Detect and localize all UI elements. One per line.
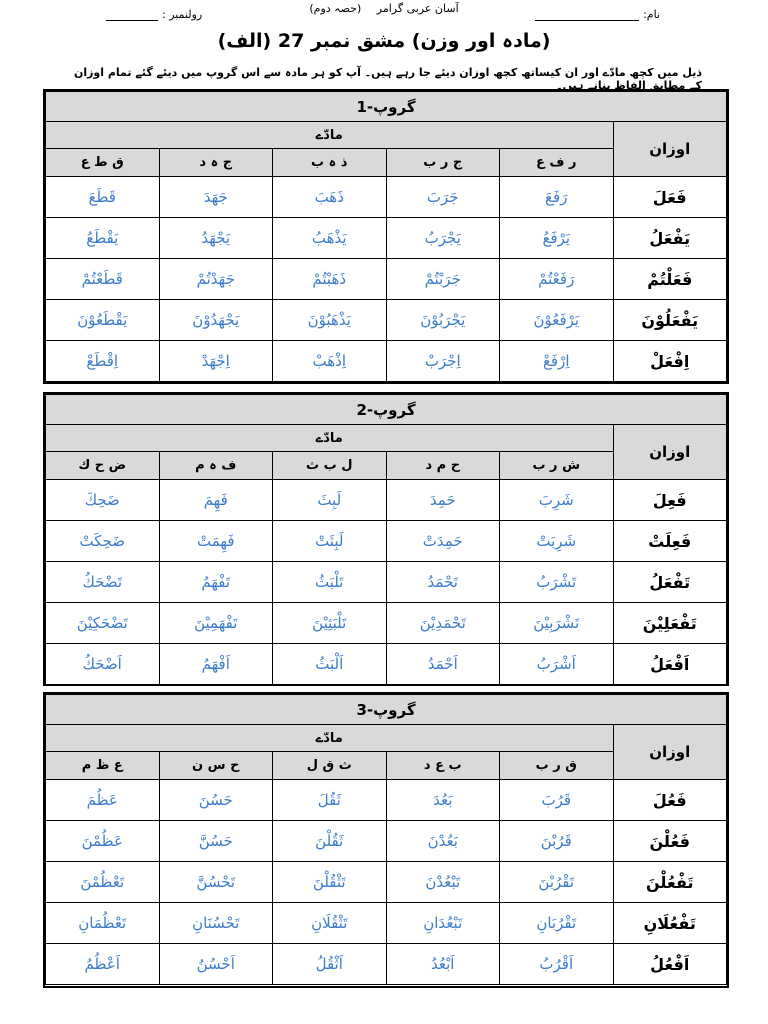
roll-number-label: رولنمبر : — [162, 8, 203, 21]
group-title: گروپ-1 — [46, 92, 727, 122]
table-row — [46, 300, 727, 341]
word-cell: تَحْمَدِيْنَ — [386, 603, 500, 644]
word-cell: اَلْبَثُ — [273, 644, 387, 685]
word-cell: لَبِثَ — [273, 480, 387, 521]
pattern-cell: فَعُلَ — [613, 780, 727, 821]
word-cell: بَعُدَ — [386, 780, 500, 821]
table-row — [46, 341, 727, 382]
table-row — [46, 903, 727, 944]
pattern-cell: يَفْعَلُ — [613, 218, 727, 259]
word-cell: ضَحِكَ — [46, 480, 160, 521]
table-row — [46, 259, 727, 300]
column-header-row — [46, 122, 727, 149]
table-row — [46, 944, 727, 985]
word-cell: تَبْعُدَانِ — [386, 903, 500, 944]
word-cell: تَلْبَثُ — [273, 562, 387, 603]
word-cell: يَقْطَعُ — [46, 218, 160, 259]
word-cell: حَمِدَ — [386, 480, 500, 521]
madde-header: مادّے — [46, 122, 614, 149]
pattern-cell: فَعِلَ — [613, 480, 727, 521]
word-cell: رَفَعَ — [500, 177, 614, 218]
group-title: گروپ-3 — [46, 695, 727, 725]
root-header: ب ع د — [386, 752, 500, 780]
pattern-cell: تَفْعُلْنَ — [613, 862, 727, 903]
table-row — [46, 521, 727, 562]
word-cell: يَقْطَعُوْنَ — [46, 300, 160, 341]
root-header: ج ر ب — [386, 149, 500, 177]
pattern-cell: فَعَلْتُمْ — [613, 259, 727, 300]
table-row — [46, 603, 727, 644]
group-table — [45, 394, 727, 685]
word-cell: اِقْطَعْ — [46, 341, 160, 382]
word-cell: ذَهَبَ — [273, 177, 387, 218]
word-cell: فَهِمَ — [159, 480, 273, 521]
word-cell: تَحْسُنَانِ — [159, 903, 273, 944]
table-row — [46, 644, 727, 685]
word-cell: قَطَعْتُمْ — [46, 259, 160, 300]
root-header: ش ر ب — [500, 452, 614, 480]
word-cell: ضَحِكَتْ — [46, 521, 160, 562]
word-cell: تَلْبَثِيْنَ — [273, 603, 387, 644]
word-cell: لَبِثَتْ — [273, 521, 387, 562]
word-cell: تَفْهَمِيْنَ — [159, 603, 273, 644]
word-cell: تَضْحَكُ — [46, 562, 160, 603]
table-row — [46, 862, 727, 903]
pattern-cell: يَفْعَلُوْنَ — [613, 300, 727, 341]
word-cell: تَقْرُبَانِ — [500, 903, 614, 944]
word-cell: اَعْظُمُ — [46, 944, 160, 985]
pattern-cell: اِفْعَلْ — [613, 341, 727, 382]
word-cell: اَقْرُبُ — [500, 944, 614, 985]
book-title: آسان عربی گرامر — [376, 2, 459, 15]
word-cell: اِجْهَدْ — [159, 341, 273, 382]
root-header: ع ظ م — [46, 752, 160, 780]
root-header: ق ر ب — [500, 752, 614, 780]
word-cell: عَظُمَ — [46, 780, 160, 821]
madde-header: مادّے — [46, 725, 614, 752]
root-header: ل ب ث — [273, 452, 387, 480]
group-3-table — [43, 692, 729, 988]
word-cell: ثَقُلَ — [273, 780, 387, 821]
roll-number-blank-line[interactable] — [106, 10, 158, 21]
root-header: ق ط ع — [46, 149, 160, 177]
word-cell: جَهَدْتُمْ — [159, 259, 273, 300]
pattern-cell: فَعُلْنَ — [613, 821, 727, 862]
word-cell: تَفْهَمُ — [159, 562, 273, 603]
word-cell: تَشْرَبُ — [500, 562, 614, 603]
word-cell: تَثْقُلَانِ — [273, 903, 387, 944]
instructions: ذیل میں کچھ مادّے اور ان کیساتھ کچھ اوزان دیئے جا رہے ہیں۔ آپ کو ہر مادہ سے اس گروپ میں دیئے گئے تمام اوزان کے مطابق الفاظ بنانے ہیں۔ — [73, 66, 702, 92]
word-cell: ذَهَبْتُمْ — [273, 259, 387, 300]
word-cell: يَذْهَبُوْنَ — [273, 300, 387, 341]
awzan-header: اوزان — [613, 725, 727, 780]
word-cell: يَجْهَدُ — [159, 218, 273, 259]
word-cell: حَسُنَّ — [159, 821, 273, 862]
worksheet-header — [0, 0, 768, 90]
word-cell: تَبْعُدْنَ — [386, 862, 500, 903]
word-cell: تَحْسُنَّ — [159, 862, 273, 903]
word-cell: يَرْفَعُ — [500, 218, 614, 259]
group-title-row — [46, 395, 727, 425]
pattern-cell: فَعِلَتْ — [613, 521, 727, 562]
group-2-table — [43, 392, 729, 686]
word-cell: اَضْحَكُ — [46, 644, 160, 685]
table-row — [46, 218, 727, 259]
name-label: نام: — [643, 8, 660, 21]
word-cell: جَرَبْتُمْ — [386, 259, 500, 300]
root-header: ح س ن — [159, 752, 273, 780]
word-cell: قَرُبْنَ — [500, 821, 614, 862]
root-header: ذ ہ ب — [273, 149, 387, 177]
word-cell: ثَقُلْنَ — [273, 821, 387, 862]
word-cell: تَعْظُمْنَ — [46, 862, 160, 903]
root-header: ر ف ع — [500, 149, 614, 177]
group-table — [45, 91, 727, 382]
root-header: ف ہ م — [159, 452, 273, 480]
group-1-table — [43, 89, 729, 384]
word-cell: شَرِبَ — [500, 480, 614, 521]
word-cell: بَعُدْنَ — [386, 821, 500, 862]
word-cell: جَهَدَ — [159, 177, 273, 218]
table-row — [46, 562, 727, 603]
group-title-row — [46, 695, 727, 725]
word-cell: حَمِدَتْ — [386, 521, 500, 562]
column-header-row — [46, 425, 727, 452]
root-header: ج ہ د — [159, 149, 273, 177]
book-part: (حصہ دوم) — [309, 2, 362, 15]
word-cell: جَرَبَ — [386, 177, 500, 218]
table-row — [46, 821, 727, 862]
pattern-cell: فَعَلَ — [613, 177, 727, 218]
root-header: ث ق ل — [273, 752, 387, 780]
root-header: ح م د — [386, 452, 500, 480]
word-cell: يَجْهَدُوْنَ — [159, 300, 273, 341]
word-cell: قَرُبَ — [500, 780, 614, 821]
table-row — [46, 780, 727, 821]
word-cell: تَحْمَدُ — [386, 562, 500, 603]
table-row — [46, 177, 727, 218]
name-blank-line[interactable] — [535, 10, 639, 21]
awzan-header: اوزان — [613, 122, 727, 177]
root-header: ض ح ك — [46, 452, 160, 480]
word-cell: يَجْرَبُوْنَ — [386, 300, 500, 341]
word-cell: فَهِمَتْ — [159, 521, 273, 562]
pattern-cell: اَفْعُلُ — [613, 944, 727, 985]
table-row — [46, 480, 727, 521]
word-cell: تَعْظُمَانِ — [46, 903, 160, 944]
column-header-row — [46, 725, 727, 752]
word-cell: تَضْحَكِيْنَ — [46, 603, 160, 644]
worksheet-title: (مادہ اور وزن) مشق نمبر 27 (الف) — [217, 30, 551, 52]
group-title-row — [46, 92, 727, 122]
word-cell: اِرْفَعْ — [500, 341, 614, 382]
word-cell: يَرْفَعُوْنَ — [500, 300, 614, 341]
word-cell: اَشْرَبُ — [500, 644, 614, 685]
word-cell: يَذْهَبُ — [273, 218, 387, 259]
name-field[interactable] — [535, 8, 660, 21]
word-cell: يَجْرَبُ — [386, 218, 500, 259]
word-cell: اِجْرَبْ — [386, 341, 500, 382]
word-cell: قَطَعَ — [46, 177, 160, 218]
word-cell: اَفْهَمُ — [159, 644, 273, 685]
word-cell: تَثْقُلْنَ — [273, 862, 387, 903]
word-cell: اَثْقُلُ — [273, 944, 387, 985]
word-cell: رَفَعْتُمْ — [500, 259, 614, 300]
pattern-cell: تَفْعُلَانِ — [613, 903, 727, 944]
word-cell: اِذْهَبْ — [273, 341, 387, 382]
pattern-cell: اَفْعَلُ — [613, 644, 727, 685]
pattern-cell: تَفْعَلِيْنَ — [613, 603, 727, 644]
word-cell: اَحْمَدُ — [386, 644, 500, 685]
pattern-cell: تَفْعَلُ — [613, 562, 727, 603]
awzan-header: اوزان — [613, 425, 727, 480]
roll-number-field[interactable] — [106, 8, 202, 21]
word-cell: تَقْرُبْنَ — [500, 862, 614, 903]
word-cell: تَشْرَبِيْنَ — [500, 603, 614, 644]
word-cell: اَبْعُدُ — [386, 944, 500, 985]
word-cell: حَسُنَ — [159, 780, 273, 821]
group-title: گروپ-2 — [46, 395, 727, 425]
group-table — [45, 694, 727, 985]
madde-header: مادّے — [46, 425, 614, 452]
word-cell: عَظُمْنَ — [46, 821, 160, 862]
word-cell: شَرِبَتْ — [500, 521, 614, 562]
word-cell: اَحْسُنُ — [159, 944, 273, 985]
